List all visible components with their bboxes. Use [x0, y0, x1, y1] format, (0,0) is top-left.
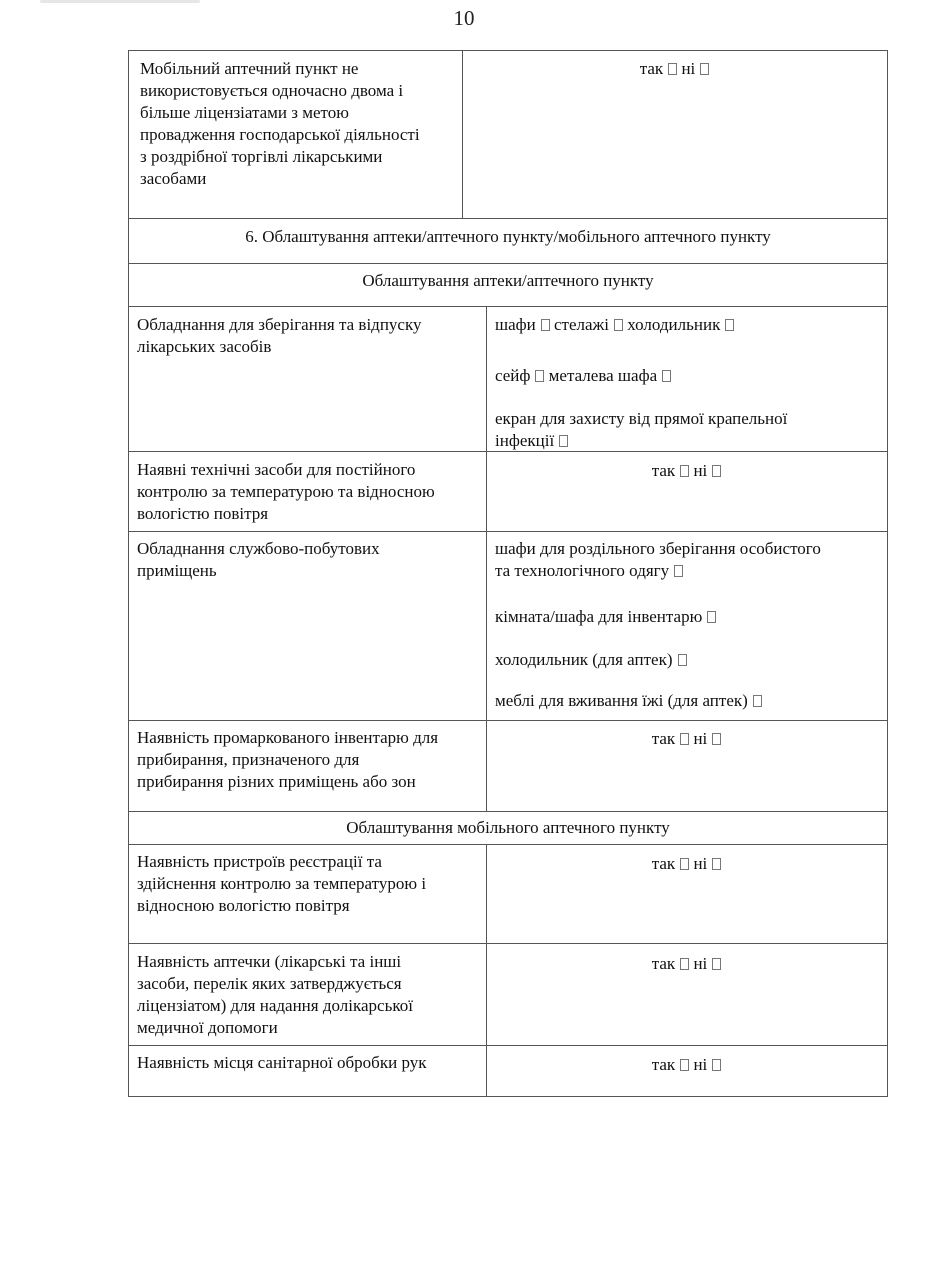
- no-checkbox[interactable]: [712, 858, 721, 870]
- yes-checkbox[interactable]: [680, 858, 689, 870]
- no-checkbox[interactable]: [712, 1059, 721, 1071]
- checkbox-shafy[interactable]: [541, 319, 550, 331]
- no-label: ні: [693, 729, 708, 748]
- no-label: ні: [693, 1055, 708, 1074]
- subheading-mobile-point: Облаштування мобільного аптечного пункту: [346, 818, 670, 837]
- row-storage-equipment-options-3: [495, 408, 883, 452]
- checkbox-fridge-pharmacy[interactable]: [678, 654, 687, 666]
- yes-checkbox[interactable]: [680, 958, 689, 970]
- checkbox-metaleva-shafa[interactable]: [662, 370, 671, 382]
- row-service-rooms-option-4: [495, 690, 883, 712]
- checkbox-seif[interactable]: [535, 370, 544, 382]
- yes-label: так: [651, 1055, 676, 1074]
- row-recording-devices-label: Наявність пристроїв реєстрації та здійснення контролю за температурою і відносною вологістю повітря: [137, 852, 427, 915]
- option-kholodylnyk: холодильник: [627, 315, 721, 334]
- yes-checkbox[interactable]: [668, 63, 677, 75]
- row-first-aid-kit-answer: [486, 953, 887, 975]
- row-cleaning-inventory-answer: [486, 728, 887, 750]
- no-checkbox[interactable]: [712, 958, 721, 970]
- row-cleaning-inventory-label: Наявність промаркованого інвентарю для прибирання, призначеного для прибирання різних приміщень або зон: [137, 728, 439, 791]
- yes-label: так: [651, 854, 676, 873]
- row-mobile-point-answer: [462, 58, 887, 80]
- row-hand-sanitation-answer: [486, 1054, 887, 1076]
- checkbox-clothes-cabinets[interactable]: [674, 565, 683, 577]
- row-climate-control-answer: [486, 460, 887, 482]
- checkbox-dining-furniture[interactable]: [753, 695, 762, 707]
- row-first-aid-kit-label: Наявність аптечки (лікарські та інші засоби, перелік яких затверджується ліцензіатом) для надання долікарської медичної допомоги: [137, 952, 413, 1037]
- row-storage-equipment-options: [495, 314, 883, 336]
- yes-label: так: [639, 59, 664, 78]
- row-service-rooms-option-2: [495, 606, 883, 628]
- row-service-rooms-option-1: [495, 538, 883, 582]
- no-checkbox[interactable]: [712, 465, 721, 477]
- yes-label: так: [651, 461, 676, 480]
- option-stelazhi: стелажі: [554, 315, 610, 334]
- option-dining-furniture: меблі для вживання їжі (для аптек): [495, 691, 748, 710]
- row-storage-equipment-options-2: [495, 365, 883, 387]
- checkbox-inventory-room[interactable]: [707, 611, 716, 623]
- no-label: ні: [693, 954, 708, 973]
- no-label: ні: [693, 854, 708, 873]
- page-number: 10: [453, 6, 475, 30]
- row-hand-sanitation-label: Наявність місця санітарної обробки рук: [137, 1053, 427, 1072]
- row-mobile-point-label: Мобільний аптечний пункт не використовується одночасно двома і більше ліцензіатами з метою провадження господарської діяльності з роздрібної торгівлі лікарськими засобами: [140, 59, 420, 188]
- row-service-rooms-option-3: [495, 649, 883, 671]
- row-service-rooms-label: Обладнання службово-побутових приміщень: [137, 539, 380, 580]
- no-checkbox[interactable]: [712, 733, 721, 745]
- yes-label: так: [651, 954, 676, 973]
- row-storage-equipment-label: Обладнання для зберігання та відпуску лікарських засобів: [137, 315, 422, 356]
- yes-checkbox[interactable]: [680, 1059, 689, 1071]
- checkbox-stelazhi[interactable]: [614, 319, 623, 331]
- row-recording-devices-answer: [486, 853, 887, 875]
- option-ekran: екран для захисту від прямої крапельної інфекції: [495, 409, 788, 450]
- no-label: ні: [681, 59, 696, 78]
- scan-shadow: [40, 0, 200, 3]
- checkbox-ekran[interactable]: [559, 435, 568, 447]
- yes-checkbox[interactable]: [680, 465, 689, 477]
- row-climate-control-label: Наявні технічні засоби для постійного контролю за температурою та відносною вологістю повітря: [137, 460, 435, 523]
- option-seif: сейф: [495, 366, 531, 385]
- option-fridge-pharmacy: холодильник (для аптек): [495, 650, 673, 669]
- yes-label: так: [651, 729, 676, 748]
- yes-checkbox[interactable]: [680, 733, 689, 745]
- no-label: ні: [693, 461, 708, 480]
- no-checkbox[interactable]: [700, 63, 709, 75]
- subheading-pharmacy: Облаштування аптеки/аптечного пункту: [362, 271, 654, 290]
- section-6-heading: 6. Облаштування аптеки/аптечного пункту/мобільного аптечного пункту: [245, 227, 771, 246]
- option-shafy: шафи: [495, 315, 536, 334]
- option-metaleva-shafa: металева шафа: [548, 366, 658, 385]
- option-inventory-room: кімната/шафа для інвентарю: [495, 607, 703, 626]
- option-clothes-cabinets: шафи для роздільного зберігання особистого та технологічного одягу: [495, 539, 821, 580]
- checkbox-kholodylnyk[interactable]: [725, 319, 734, 331]
